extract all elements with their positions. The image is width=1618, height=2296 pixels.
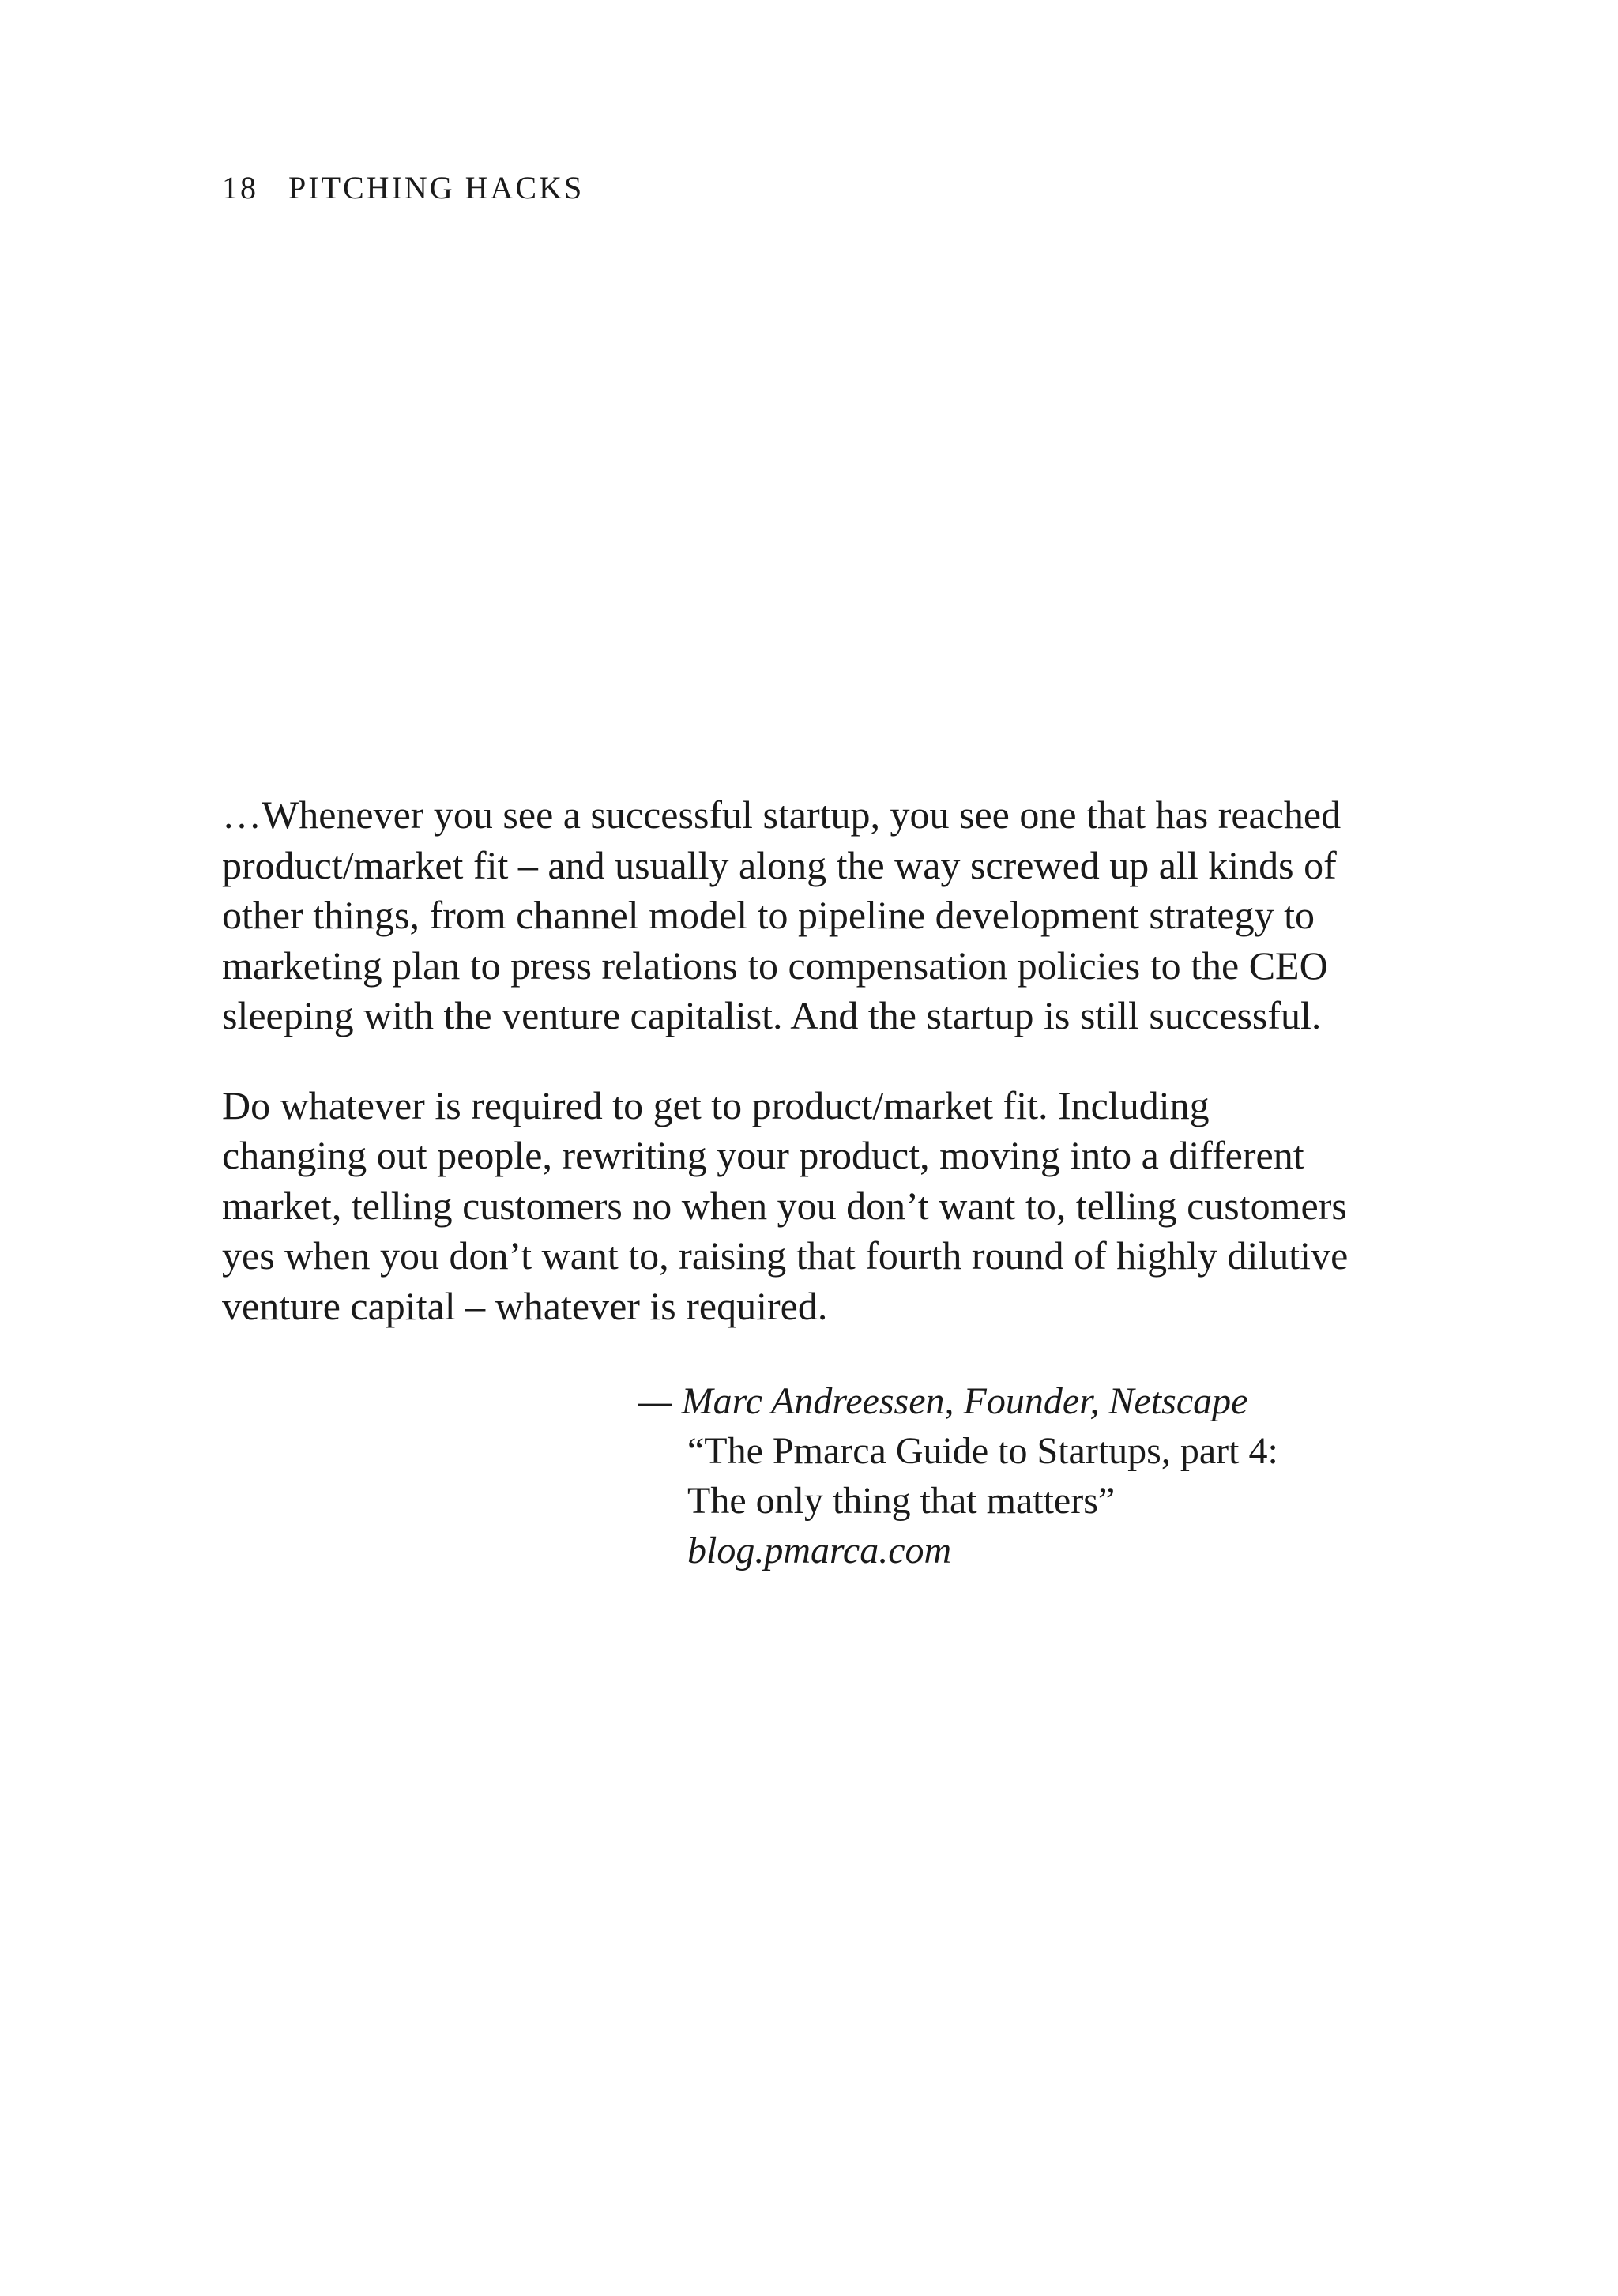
quote-line: changing out people, rewriting your product, moving into a different (222, 1133, 1304, 1177)
attribution (638, 1376, 1278, 1575)
quote-line: sleeping with the venture capitalist. And the startup is still successful. (222, 993, 1322, 1037)
running-head (222, 169, 584, 207)
quote-paragraph-2 (222, 1081, 1423, 1332)
quote-line: other things, from channel model to pipeline development strategy to (222, 893, 1315, 937)
page-number: 18 (222, 170, 258, 205)
attribution-author: — Marc Andreessen, Founder, Netscape (638, 1380, 1248, 1422)
quote-line: venture capital – whatever is required. (222, 1283, 828, 1328)
quote-line: product/market fit – and usually along the way screwed up all kinds of (222, 842, 1337, 887)
quote-line: market, telling customers no when you don’t want to, telling customers (222, 1183, 1347, 1228)
attribution-source-title: “The Pmarca Guide to Startups, part 4: (687, 1430, 1278, 1472)
quote-line: Do whatever is required to get to product/market fit. Including (222, 1082, 1210, 1127)
quote-line: yes when you don’t want to, raising that fourth round of highly dilutive (222, 1233, 1349, 1278)
quote-body (222, 790, 1423, 1331)
attribution-source-subtitle: The only thing that matters” (687, 1480, 1116, 1522)
quote-line: marketing plan to press relations to compensation policies to the CEO (222, 943, 1328, 988)
attribution-source-url: blog.pmarca.com (687, 1530, 952, 1571)
quote-line: …Whenever you see a successful startup, you see one that has reached (222, 792, 1341, 837)
quote-paragraph-1 (222, 790, 1423, 1041)
section-title: PITCHING HACKS (288, 170, 585, 205)
